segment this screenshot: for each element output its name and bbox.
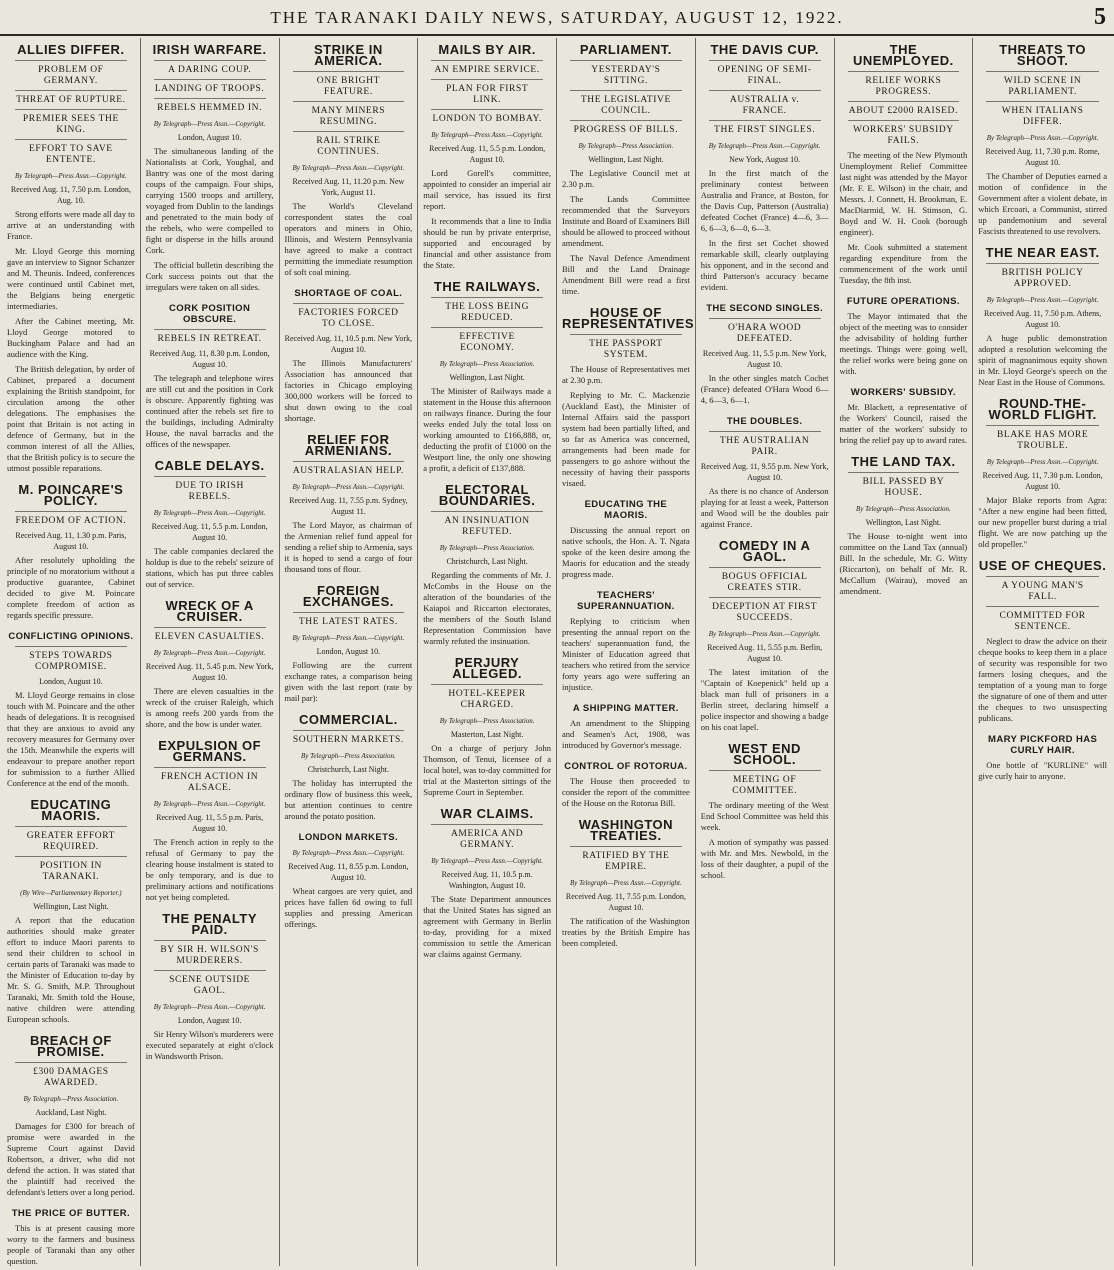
- article: [146, 303, 274, 450]
- article-deck: DUE TO IRISH REBELS.: [154, 476, 266, 503]
- article: [285, 714, 413, 822]
- article: [7, 799, 135, 1025]
- article-dateline: London, August 10.: [316, 647, 381, 656]
- article-byline: By Telegraph—Press Assn.—Copyright.: [986, 458, 1099, 466]
- article: [7, 44, 135, 474]
- article-deck: THE AUSTRALIAN PAIR.: [709, 431, 821, 458]
- article-deck: RATIFIED BY THE EMPIRE.: [570, 846, 682, 873]
- article-deck: STEPS TOWARDS COMPROMISE.: [15, 646, 127, 673]
- article-deck: A DARING COUP.: [154, 60, 266, 76]
- article-dateline: Wellington, Last Night.: [588, 155, 664, 164]
- article-paragraph: The French action in reply to the refusal of Germany to pay the clearing house instalment is stated to be only temporary, and is due to preliminary actions and notifications not yet being completed.: [145, 837, 274, 902]
- article-dateline: Received Aug. 11, 5.5 p.m. Paris, August 10.: [156, 813, 264, 833]
- article-deck: AMERICA AND GERMANY.: [431, 824, 543, 851]
- article-deck: THE DOUBLES.: [726, 416, 803, 427]
- article-deck: MEETING OF COMMITTEE.: [709, 770, 821, 797]
- article-paragraph: The Mayor intimated that the object of the meeting was to consider the advisability of holding further meetings. Things were going well, the relief works were being gone on with.: [839, 311, 968, 376]
- article-dateline: Received Aug. 11, 7.50 p.m. London, Aug. 10.: [10, 185, 131, 205]
- article-dateline: London, August 10.: [39, 677, 103, 686]
- article-deck: CONTROL OF ROTORUA.: [564, 761, 688, 772]
- article: [978, 734, 1107, 782]
- column-4: [418, 38, 557, 1266]
- article-paragraph: There are eleven casualties in the wreck of the cruiser Raleigh, which is among reefs 200 yards from the shore, and the bow is under water.: [145, 686, 274, 729]
- article-deck: THREAT OF RUPTURE.: [15, 90, 127, 106]
- article-deck: BRITISH POLICY APPROVED.: [986, 263, 1099, 290]
- article-deck: THE PRICE OF BUTTER.: [11, 1208, 131, 1219]
- article: [423, 657, 551, 798]
- article-deck: MANY MINERS RESUMING.: [293, 101, 405, 128]
- article-deck: LANDING OF TROOPS.: [154, 79, 266, 95]
- article: [840, 44, 968, 286]
- article-headline: EDUCATING MAORIS.: [30, 797, 112, 823]
- article-paragraph: On a charge of perjury John Thomson, of Tenui, licensee of a local hotel, was to-day committed for trial at the Masterton sittings of the Supreme Court in September.: [423, 743, 551, 797]
- article-paragraph: A report that the education authorities should make greater effort to induce Maori parents to send their children to school in certain parts of Taranaki was made to the Minister of Education to-day by Mr. S. G. Smith, M.P. Throughout Taranaki, Mr. Smith told the House, native children were attending European schools.: [7, 915, 135, 1024]
- article-deck: YESTERDAY'S SITTING.: [570, 60, 682, 87]
- article-byline: By Telegraph—Press Assn.—Copyright.: [153, 649, 266, 657]
- article-paragraph: In the first set Cochet showed remarkable skill, clearly outplaying his opponent, and in the second and third Patterson's accuracy became evident.: [700, 238, 829, 292]
- article-headline: ALLIES DIFFER.: [17, 42, 125, 57]
- article-deck: MARY PICKFORD HAS CURLY HAIR.: [988, 734, 1098, 756]
- article-deck: REBELS HEMMED IN.: [154, 98, 266, 114]
- article-paragraph: The World's Cleveland correspondent states the coal operators and miners in Ohio, Illinois, and Western Pennsylvania have agreed to make a contract permitting the immediate resumption of soft coal mining.: [284, 201, 413, 277]
- article-headline: THE RAILWAYS.: [433, 279, 541, 294]
- article-byline: By Telegraph—Press Association.: [855, 505, 951, 513]
- article-dateline: Received Aug. 11, 8.55 p.m. London, August 10.: [288, 862, 409, 882]
- column-3: [280, 38, 419, 1266]
- article-byline: By Telegraph—Press Assn.—Copyright.: [986, 296, 1099, 304]
- article-deck: ABOUT £2000 RAISED.: [848, 101, 960, 117]
- article-deck: LONDON TO BOMBAY.: [431, 109, 543, 125]
- article-dateline: Received Aug. 11, 10.5 p.m. New York, August 10.: [284, 334, 413, 354]
- masthead: [0, 0, 1114, 36]
- article-paragraph: After resolutely upholding the principle of no moratorium without a productive guarantee, Cabinet decided to give M. Poincare complete freedom of action as regards specific pressure.: [7, 555, 135, 620]
- article-deck: BOGUS OFFICIAL CREATES STIR.: [709, 567, 821, 594]
- article-paragraph: The holiday has interrupted the ordinary flow of business this week, but attention continues to centre around the potato position.: [284, 778, 413, 821]
- article-byline: By Telegraph—Press Association.: [23, 1095, 119, 1103]
- article-headline: THE LAND TAX.: [851, 454, 956, 469]
- article-deck: A SHIPPING MATTER.: [572, 703, 679, 714]
- article-headline: PARLIAMENT.: [579, 42, 672, 57]
- article: [840, 456, 968, 597]
- article-paragraph: Strong efforts were made all day to arrive at an understanding with France.: [7, 209, 135, 241]
- article-deck: SOUTHERN MARKETS.: [293, 730, 405, 746]
- article-byline: By Telegraph—Press Assn.—Copyright.: [708, 630, 821, 638]
- article-deck: EDUCATING THE MAORIS.: [584, 499, 668, 521]
- article: [7, 631, 135, 789]
- article: [562, 761, 690, 809]
- article-paragraph: In the other singles match Cochet (France) defeated O'Hara Wood 6—4, 6—3, 6—1.: [700, 373, 829, 405]
- article: [423, 808, 551, 960]
- article-paragraph: The latest imitation of the "Captain of Koepenick" held up a black man full of prisoners in a Berlin street, declaring himself a police inspector and showing a badge on his coat lapel.: [700, 667, 829, 732]
- article: [146, 600, 274, 730]
- article-deck: AN EMPIRE SERVICE.: [431, 60, 543, 76]
- article-paragraph: Mr. Cook submitted a statement regarding expenditure from the commencement of the work until Tuesday, the 8th inst.: [839, 242, 968, 285]
- article-headline: WAR CLAIMS.: [440, 806, 534, 821]
- article-paragraph: M. Lloyd George remains in close touch with M. Poincare and the other heads of delegations. It is recognised that they are anxious to avoid any recovery measures for Germany over the 15th. Meanwhile the experts will endeavour to prepare another report for submission to a further Allied Conference at the end of the month.: [7, 690, 135, 788]
- article-paragraph: As there is no chance of Anderson playing for at least a week, Patterson and Wood will be the doubles pair against France.: [700, 486, 829, 529]
- article-dateline: Received Aug. 11, 7.30 p.m. London, August 10.: [982, 471, 1103, 491]
- article-deck: O'HARA WOOD DEFEATED.: [709, 318, 821, 345]
- article-dateline: Wellington, Last Night.: [33, 902, 109, 911]
- article-deck: THE LATEST RATES.: [293, 612, 405, 628]
- article: [146, 44, 274, 293]
- article: [285, 44, 413, 278]
- article-deck: WHEN ITALIANS DIFFER.: [986, 101, 1099, 128]
- article-paragraph: Lord Gorell's committee, appointed to consider an imperial air mail service, has issued its first report.: [423, 168, 551, 211]
- article-headline: WEST END SCHOOL.: [728, 741, 801, 767]
- article-paragraph: Replying to criticism when presenting the annual report on the teachers' superannuation fund, the Minister of Education agreed that teachers who retired from the service forty years ago were suffering an injustice.: [562, 616, 690, 692]
- article-dateline: Received Aug. 11, 10.5 p.m. Washington, August 10.: [441, 870, 533, 890]
- article: [423, 281, 551, 474]
- article-deck: WILD SCENE IN PARLIAMENT.: [986, 71, 1099, 98]
- article-deck: AUSTRALIA v. FRANCE.: [709, 90, 821, 117]
- article: [146, 460, 274, 590]
- article: [978, 398, 1107, 550]
- article-headline: ROUND-THE-WORLD FLIGHT.: [988, 396, 1097, 422]
- article-headline: THE UNEMPLOYED.: [852, 42, 954, 68]
- article: [701, 743, 829, 881]
- article-dateline: Auckland, Last Night.: [35, 1108, 107, 1117]
- article-byline: By Telegraph—Press Assn.—Copyright.: [708, 142, 821, 150]
- article-dateline: Received Aug. 11, 5.5 p.m. New York, August 10.: [702, 349, 827, 369]
- article: [562, 305, 694, 489]
- article-dateline: Received Aug. 11, 9.55 p.m. New York, August 10.: [700, 462, 829, 482]
- article-dateline: Received Aug. 11, 5.45 p.m. New York, August 10.: [145, 662, 274, 682]
- article-deck: SCENE OUTSIDE GAOL.: [154, 970, 266, 997]
- article-deck: WORKERS' SUBSIDY.: [850, 387, 956, 398]
- article-deck: AN INSINUATION REFUTED.: [431, 511, 543, 538]
- article-byline: By Telegraph—Press Assn.—Copyright.: [153, 1003, 266, 1011]
- article-paragraph: The State Department announces that the United States has signed an agreement with Germany in Berlin to-day, providing for a mixed commission to settle the American war claims against Germany.: [423, 894, 551, 959]
- article-deck: FRENCH ACTION IN ALSACE.: [154, 767, 266, 794]
- column-5: [557, 38, 696, 1266]
- article-byline: By Telegraph—Press Association.: [300, 752, 396, 760]
- article-headline: THE PENALTY PAID.: [162, 911, 258, 937]
- article: [701, 540, 829, 733]
- article-paragraph: It recommends that a line to India should be run by private enterprise, supported and encouraged by financial and other assistance from the State.: [423, 216, 551, 270]
- article: [7, 1035, 135, 1198]
- article-headline: PERJURY ALLEGED.: [452, 655, 522, 681]
- article-dateline: Received Aug. 11, 7.55 p.m. London, August 10.: [565, 892, 686, 912]
- article-headline: FOREIGN EXCHANGES.: [302, 583, 394, 609]
- article-paragraph: The Minister of Railways made a statement in the House this afternoon on railways finance. During the four weeks ended July the total loss on working amounted to £166,888, or, deducting the profit of £1000 on the Westport line, the only one showing a profit, a deficit of £137,888.: [423, 386, 551, 473]
- article-headline: ELECTORAL BOUNDARIES.: [438, 482, 536, 508]
- article-paragraph: Wheat cargoes are very quiet, and prices have fallen 6d owing to full supplies and pressing American offerings.: [284, 886, 413, 929]
- article-headline: HOUSE OF REPRESENTATIVES: [562, 305, 694, 331]
- article-paragraph: The ratification of the Washington treaties by the British Empire has been completed.: [562, 916, 690, 948]
- article: [146, 740, 274, 903]
- article-headline: THREATS TO SHOOT.: [999, 42, 1087, 68]
- article-deck: CORK POSITION OBSCURE.: [169, 303, 251, 325]
- article-paragraph: The official bulletin describing the Cork success points out that the irregulars were taken on all sides.: [145, 260, 274, 292]
- article: [562, 499, 690, 580]
- article-headline: WRECK OF A CRUISER.: [165, 598, 254, 624]
- article-deck: BY SIR H. WILSON'S MURDERERS.: [154, 940, 266, 967]
- article-paragraph: Sir Henry Wilson's murderers were executed separately at eight o'clock in Wandsworth Prison.: [145, 1029, 274, 1061]
- article-paragraph: The Legislative Council met at 2.30 p.m.: [562, 168, 690, 189]
- article-deck: TEACHERS' SUPERANNUATION.: [577, 590, 675, 612]
- article-headline: BREACH OF PROMISE.: [29, 1033, 112, 1059]
- article: [562, 44, 690, 297]
- article-headline: USE OF CHEQUES.: [978, 558, 1107, 573]
- article-paragraph: Mr. Blackett, a representative of the Workers' Council, raised the matter of the workers' subsidy to bring the relief pay up to award rates.: [839, 402, 968, 445]
- article-headline: M. POINCARE'S POLICY.: [18, 482, 124, 508]
- article: [701, 303, 829, 406]
- article-paragraph: The House of Representatives met at 2.30 p.m.: [562, 364, 690, 385]
- article-deck: COMMITTED FOR SENTENCE.: [986, 606, 1099, 633]
- article-deck: BILL PASSED BY HOUSE.: [848, 472, 960, 499]
- article-byline: By Telegraph—Press Assn.—Copyright.: [292, 634, 405, 642]
- article-dateline: London, August 10.: [177, 133, 242, 142]
- article: [701, 416, 829, 530]
- article-paragraph: The Lord Mayor, as chairman of the Armenian relief fund appeal for sending a relief ship to Armenia, says it is hoped to send a cargo of four thousand tons of flour.: [284, 520, 413, 574]
- article-paragraph: One bottle of "KURLINE" will give curly hair to anyone.: [978, 760, 1107, 781]
- article-deck: FREEDOM OF ACTION.: [15, 511, 127, 527]
- article-deck: POSITION IN TARANAKI.: [15, 856, 127, 883]
- article-deck: EFFORT TO SAVE ENTENTE.: [15, 139, 127, 166]
- article-deck: THE LEGISLATIVE COUNCIL.: [570, 90, 682, 117]
- article-byline: By Telegraph—Press Assn.—Copyright.: [431, 857, 543, 865]
- article-byline: By Telegraph—Press Assn.—Copyright.: [153, 509, 266, 517]
- article: [423, 484, 551, 647]
- article-deck: RELIEF WORKS PROGRESS.: [848, 71, 960, 98]
- article-dateline: Masterton, Last Night.: [450, 730, 524, 739]
- article-deck: FACTORIES FORCED TO CLOSE.: [293, 303, 405, 330]
- article-deck: RAIL STRIKE CONTINUES.: [293, 131, 405, 158]
- article: [7, 1208, 135, 1266]
- article: [562, 703, 690, 751]
- article-dateline: Received Aug. 11, 7.55 p.m. Sydney, August 11.: [289, 496, 408, 516]
- page-number: 5: [1094, 4, 1106, 30]
- article-byline: By Telegraph—Press Assn.—Copyright.: [153, 120, 266, 128]
- article-paragraph: This is at present causing more worry to the farmers and business people of Taranaki than any other question.: [7, 1223, 135, 1266]
- article-deck: A YOUNG MAN'S FALL.: [986, 576, 1099, 603]
- article-paragraph: The House then proceeded to consider the report of the committee of the House on the Rotorua Bill.: [562, 776, 690, 808]
- article-dateline: Wellington, Last Night.: [449, 373, 525, 382]
- column-8: [973, 38, 1112, 1266]
- article-paragraph: The Lands Committee recommended that the Surveyors Institute and Board of Examiners Bill should be allowed to proceed without amendment.: [562, 194, 690, 248]
- article: [701, 44, 829, 293]
- article-deck: PREMIER SEES THE KING.: [15, 109, 127, 136]
- article-headline: THE DAVIS CUP.: [710, 42, 819, 57]
- article-dateline: Received Aug. 11, 11.20 p.m. New York, August 11.: [292, 177, 405, 197]
- article-deck: CONFLICTING OPINIONS.: [8, 631, 134, 642]
- article-byline: By Telegraph—Press Association.: [439, 717, 535, 725]
- article-paragraph: Replying to Mr. C. Mackenzie (Auckland East), the Minister of Internal Affairs said the passport system had been partially lifted, and so far as America was concerned, arrangements had been made for passengers to go ashore without the necessity of having their passports visaed.: [562, 390, 690, 488]
- article-paragraph: The Chamber of Deputies earned a motion of confidence in the Government after a violent debate, in which Ercoari, a Communist, stirred up pandemonium and several Fascists threatened to use revolvers.: [978, 171, 1107, 236]
- article: [285, 288, 413, 424]
- newspaper-columns: [2, 38, 1112, 1266]
- article-deck: BLAKE HAS MORE TROUBLE.: [986, 425, 1099, 452]
- article-paragraph: The meeting of the New Plymouth Unemployment Relief Committee last night was attended by the Mayor (Mr. F. E. Wilson) in the chair, and Messrs. J. Connett, H. Brookman, E. MacDiarmid, W. H. Stimson, G. Boyd and W. H. Cook (borough engineer).: [839, 150, 968, 237]
- article-paragraph: In the first match of the preliminary contest between Australia and France, at Boston, for the Davis Cup, Patterson (Australia) defeated Cochet (France) 4—6, 3—6, 6—3, 6—0, 6—3.: [700, 168, 829, 233]
- article: [285, 434, 413, 575]
- article-paragraph: Damages for £300 for breach of promise were awarded in the Supreme Court against David Robertson, a driver, who did not defend the action. It was stated that the plaintiff had received the defendant's letters over a long period.: [7, 1121, 135, 1197]
- article-dateline: London, August 10.: [177, 1016, 242, 1025]
- article-paragraph: The cable companies declared the holdup is due to the rebels' seizure of stations, which has put three cables out of service.: [145, 546, 274, 589]
- article: [562, 819, 690, 949]
- article-dateline: Wellington, Last Night.: [865, 518, 942, 527]
- article-deck: EFFECTIVE ECONOMY.: [431, 327, 543, 354]
- article-paragraph: The Illinois Manufacturers' Association has announced that factories in Chicago employing 300,000 workers will be forced to shut down owing to the coal shortage.: [284, 358, 413, 423]
- article-deck: FUTURE OPERATIONS.: [846, 296, 960, 307]
- article: [978, 44, 1107, 237]
- article-deck: PROGRESS OF BILLS.: [570, 120, 682, 136]
- article-headline: WASHINGTON TREATIES.: [578, 817, 674, 843]
- article-byline: By Telegraph—Press Assn.—Copyright.: [292, 164, 405, 172]
- article-dateline: Received Aug. 11, 1.30 p.m. Paris, August 10.: [15, 531, 127, 551]
- article-deck: PROBLEM OF GERMANY.: [15, 60, 127, 87]
- article-deck: DECEPTION AT FIRST SUCCEEDS.: [709, 597, 821, 624]
- article-byline: By Telegraph—Press Assn.—Copyright.: [431, 131, 543, 139]
- column-2: [141, 38, 280, 1266]
- article-paragraph: The Naval Defence Amendment Bill and the Land Drainage Amendment Bill were read a first time.: [562, 253, 690, 296]
- article-dateline: Received Aug. 11, 5.55 p.m. Berlin, August 10.: [707, 643, 823, 663]
- article-headline: CABLE DELAYS.: [154, 458, 265, 473]
- article-deck: ELEVEN CASUALTIES.: [154, 627, 266, 643]
- article: [978, 560, 1107, 724]
- article-dateline: Received Aug. 11, 8.30 p.m. London, August 10.: [149, 349, 270, 369]
- article-paragraph: A huge public demonstration adopted a resolution welcoming the spirit of magnanimous equity shown in Mr. Lloyd George's speech on the Near East in the House of Commons.: [978, 333, 1107, 387]
- article-paragraph: Regarding the comments of Mr. J. McCombs in the House on the alteration of the boundaries of the Kaiapoi and Riccarton electorates, the members of the South Island Representation Commission have warmly refuted the insinuation.: [423, 570, 551, 646]
- article-dateline: Received Aug. 11, 5.5 p.m. London, August 10.: [151, 522, 268, 542]
- article: [7, 484, 135, 621]
- article-dateline: Christchurch, Last Night.: [446, 557, 528, 566]
- article-deck: GREATER EFFORT REQUIRED.: [15, 826, 127, 853]
- article-headline: IRISH WARFARE.: [152, 42, 267, 57]
- article-dateline: Received Aug. 11, 7.30 p.m. Rome, August 10.: [985, 147, 1100, 167]
- article-deck: PLAN FOR FIRST LINK.: [431, 79, 543, 106]
- article-paragraph: The telegraph and telephone wires are still cut and the position in Cork is obscure. Apparently fighting was continued after the rebels set fire to the buildings, including Admiralty House, the naval barracks and the offices of the newspaper.: [145, 373, 274, 449]
- article-headline: MAILS BY AIR.: [438, 42, 536, 57]
- article-headline: STRIKE IN AMERICA.: [313, 42, 383, 68]
- article-headline: COMMERCIAL.: [299, 712, 398, 727]
- article: [840, 296, 968, 377]
- article: [146, 913, 274, 1062]
- article-paragraph: The British delegation, by order of Cabinet, prepared a document explaining the British standpoint, for circulation among the other delegations. The emphasises the point that Britain is not acting in defence of Germany, but in the common interest of all the Allies, that the British policy is to secure the utmost possible reparations.: [7, 364, 135, 473]
- article-byline: By Telegraph—Press Assn.—Copyright.: [292, 483, 405, 491]
- article-headline: EXPULSION OF GERMANS.: [158, 738, 262, 764]
- article-byline: By Telegraph—Press Association.: [439, 544, 535, 552]
- column-6: [696, 38, 835, 1266]
- article-byline: By Telegraph—Press Assn.—Copyright.: [986, 134, 1099, 142]
- article-paragraph: The ordinary meeting of the West End School Committee was held this week.: [700, 800, 829, 832]
- article-deck: THE FIRST SINGLES.: [709, 120, 821, 136]
- article: [423, 44, 551, 271]
- article-paragraph: After the Cabinet meeting, Mr. Lloyd George motored to Buckingham Palace and had an audience with the King.: [7, 316, 135, 359]
- article-headline: RELIEF FOR ARMENIANS.: [304, 432, 393, 458]
- article-deck: THE PASSPORT SYSTEM.: [570, 334, 682, 361]
- article-deck: OPENING OF SEMI-FINAL.: [709, 60, 821, 87]
- article-dateline: New York, August 10.: [729, 155, 801, 164]
- article-byline: By Telegraph—Press Assn.—Copyright.: [570, 879, 682, 887]
- article-deck: THE LOSS BEING REDUCED.: [431, 297, 543, 324]
- article: [285, 585, 413, 704]
- article: [562, 590, 690, 693]
- article-deck: AUSTRALASIAN HELP.: [293, 461, 405, 477]
- article: [285, 832, 413, 930]
- article-byline: By Telegraph—Press Assn.—Copyright.: [153, 800, 266, 808]
- article-paragraph: Following are the current exchange rates, a comparison being given with the last report (rate by mail par):: [284, 660, 413, 703]
- article-dateline: Received Aug. 11, 7.50 p.m. Athens, August 10.: [984, 309, 1102, 329]
- article-paragraph: Major Blake reports from Agra: "After a new engine had been fitted, our new propeller burst during a trial flight. We are now patching up the old propeller.": [978, 495, 1107, 549]
- article-paragraph: An amendment to the Shipping and Seamen's Act, 1908, was introduced by Governor's message.: [562, 718, 690, 750]
- article-dateline: Received Aug. 11, 5.5 p.m. London, August 10.: [429, 144, 546, 164]
- article-paragraph: The simultaneous landing of the Nationalists at Cork, Youghal, and Bantry was one of the most daring coups of the campaign. Four ships, carrying 1500 troops and artillery, voyaged from Dublin to the landings and penetrated to the main body of the rebels, who were compelled to fight or disperse in the hills around Cork.: [145, 146, 274, 255]
- article-deck: £300 DAMAGES AWARDED.: [15, 1062, 127, 1089]
- article-deck: THE SECOND SINGLES.: [706, 303, 824, 314]
- column-1: [2, 38, 141, 1266]
- article-deck: LONDON MARKETS.: [298, 832, 399, 843]
- article-byline: By Telegraph—Press Assn.—Copyright.: [292, 849, 405, 857]
- article-byline: By Telegraph—Press Association.: [439, 360, 535, 368]
- article: [840, 387, 968, 446]
- article-dateline: Christchurch, Last Night.: [307, 765, 390, 774]
- article-deck: HOTEL-KEEPER CHARGED.: [431, 684, 543, 711]
- article-headline: COMEDY IN A GAOL.: [718, 538, 811, 564]
- article-deck: SHORTAGE OF COAL.: [294, 288, 403, 299]
- article-byline: (By Wire—Parliamentary Reporter.): [20, 889, 122, 897]
- article-deck: WORKERS' SUBSIDY FAILS.: [848, 120, 960, 147]
- article-deck: REBELS IN RETREAT.: [154, 329, 266, 345]
- article-byline: By Telegraph—Press Association.: [578, 142, 674, 150]
- article: [978, 247, 1107, 388]
- article-paragraph: A motion of sympathy was passed with Mr. and Mrs. Newbold, in the loss of their daughter, a pupil of the school.: [700, 837, 829, 880]
- column-7: [835, 38, 974, 1266]
- article-paragraph: Neglect to draw the advice on their cheque books to keep them in a place of security was responsible for two farmers losing cheques, and the temptation of a young man to forge the signature of one of them and utter the cheques to two unsuspecting publicans.: [978, 636, 1107, 723]
- masthead-title: THE TARANAKI DAILY NEWS, SATURDAY, AUGUST 12, 1922.: [270, 8, 844, 27]
- article-paragraph: Mr. Lloyd George this morning gave an interview to Signor Schanzer and M. Theunis. Indeed, conferences were continued until Cabinet met, the Belgians being energetic intermediaries.: [7, 246, 135, 311]
- article-paragraph: Discussing the annual report on native schools, the Hon. A. T. Ngata spoke of the keen desire among the Maoris for education and the steady progress made.: [562, 525, 690, 579]
- article-byline: By Telegraph—Press Assn.—Copyright.: [15, 172, 127, 180]
- article-paragraph: The House to-night went into committee on the Land Tax (annual) Bill. In the schedule, Mr. G. Witty (Riccarton), on behalf of Mr. R. McCallum (Wairau), moved an amendment.: [839, 531, 968, 596]
- article-deck: ONE BRIGHT FEATURE.: [293, 71, 405, 98]
- article-headline: THE NEAR EAST.: [985, 245, 1100, 260]
